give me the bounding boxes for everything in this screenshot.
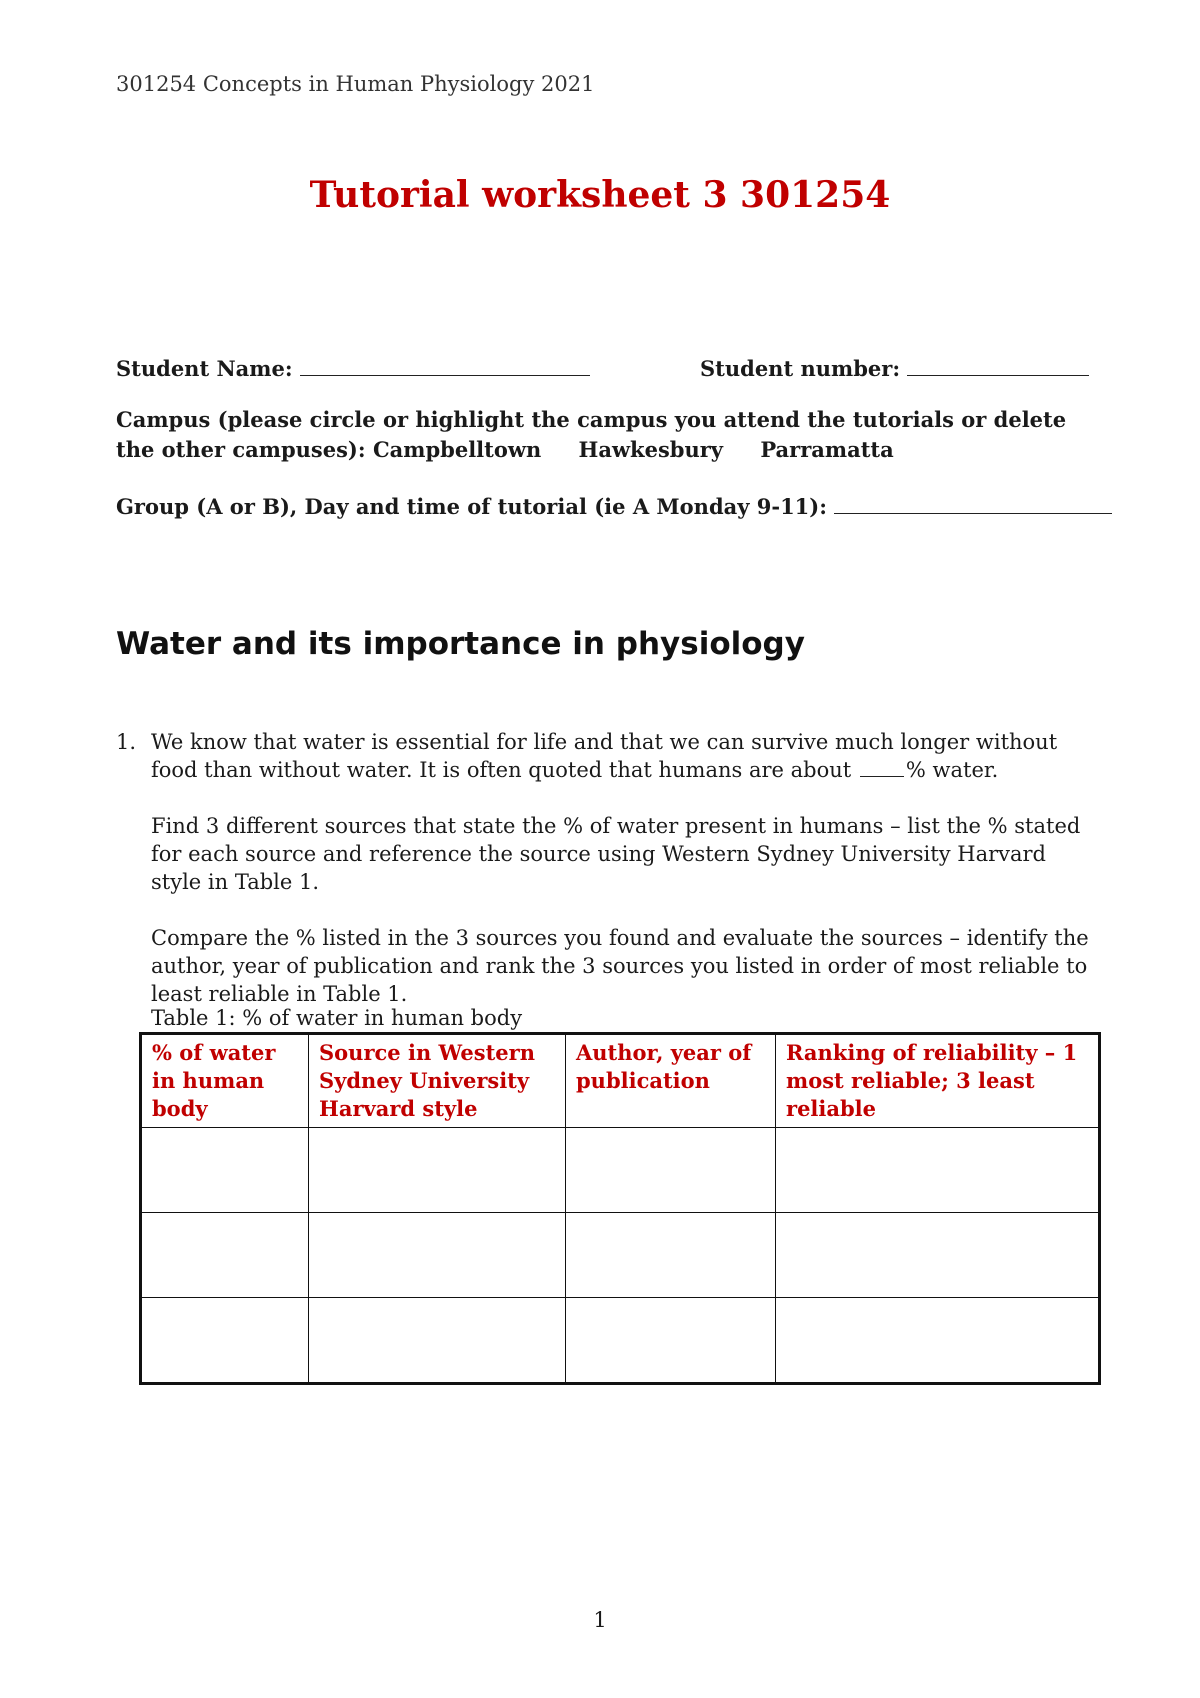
table-cell[interactable] [776,1128,1100,1213]
question-1 [116,728,1096,1036]
water-sources-table [139,1032,1101,1385]
table-cell[interactable] [141,1213,309,1298]
section-heading: Water and its importance in physiology [116,626,805,662]
worksheet-title: Tutorial worksheet 3 301254 [309,174,891,216]
question-1-paragraph-3: Compare the % listed in the 3 sources you found and evaluate the sources – identify the author, year of publication and rank the 3 sources you listed in order of most reliable to least reliable in Table 1. [151,926,1089,1006]
question-number: 1. [116,730,137,754]
table-row [141,1213,1100,1298]
campus-selection [116,405,1096,465]
table-row [141,1298,1100,1384]
table-cell[interactable] [566,1128,776,1213]
student-name-field[interactable] [300,353,590,376]
table-caption: Table 1: % of water in human body [151,1006,523,1030]
page-number: 1 [593,1608,607,1632]
table-header-cell: % of water in human body [141,1034,309,1128]
table-header-row [141,1034,1100,1128]
table-cell[interactable] [566,1213,776,1298]
question-1-paragraph-2: Find 3 different sources that state the % of water present in humans – list the % stated for each source and reference the source using Western Sydney University Harvard style in Table 1. [151,814,1081,894]
student-number-row [700,353,1089,381]
campus-label: Campus (please circle or highlight the campus you attend the tutorials or delete the other campuses): [116,407,1067,462]
table-row [141,1128,1100,1213]
student-name-label: Student Name: [116,356,293,381]
student-name-row [116,353,590,381]
campus-option-parramatta[interactable]: Parramatta [760,437,894,462]
table-header-cell: Ranking of reliability – 1 most reliable; 3 least reliable [776,1034,1100,1128]
table-cell[interactable] [776,1213,1100,1298]
group-field[interactable] [834,491,1112,514]
group-row [116,491,1112,519]
table-cell[interactable] [309,1128,566,1213]
water-percent-blank[interactable] [860,756,904,777]
group-label: Group (A or B), Day and time of tutorial (ie A Monday 9-11): [116,494,827,519]
question-1-paragraph-1: We know that water is essential for life and that we can survive much longer without food than without water. It is often quoted that humans are about % water. [151,730,1058,782]
table-cell[interactable] [566,1298,776,1384]
table-cell[interactable] [309,1213,566,1298]
table-cell[interactable] [309,1298,566,1384]
student-number-label: Student number: [700,356,901,381]
student-number-field[interactable] [907,353,1089,376]
table-cell[interactable] [141,1298,309,1384]
table-header-cell: Source in Western Sydney University Harvard style [309,1034,566,1128]
table-cell[interactable] [141,1128,309,1213]
campus-option-campbelltown[interactable]: Campbelltown [372,437,542,462]
page-header: 301254 Concepts in Human Physiology 2021 [116,72,595,96]
campus-option-hawkesbury[interactable]: Hawkesbury [578,437,724,462]
table-cell[interactable] [776,1298,1100,1384]
table-header-cell: Author, year of publication [566,1034,776,1128]
